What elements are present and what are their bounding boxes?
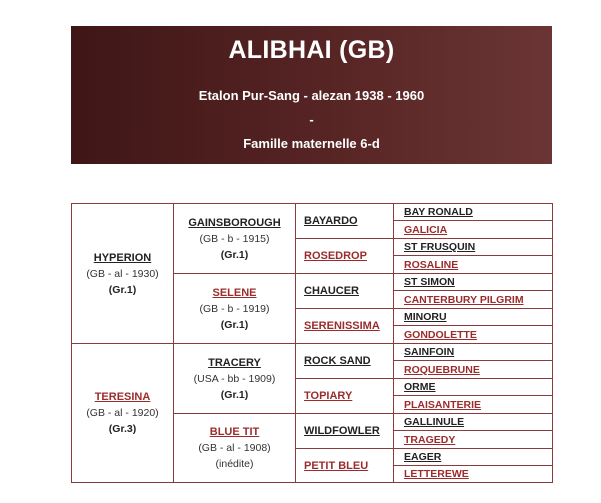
pedigree-gen4-cell	[394, 396, 553, 414]
pedigree-gen4-cell	[394, 379, 553, 396]
horse-link[interactable]: CHAUCER	[304, 285, 359, 297]
horse-link[interactable]: PETIT BLEU	[304, 459, 369, 472]
horse-link[interactable]: ROQUEBRUNE	[404, 363, 480, 376]
horse-link[interactable]: EAGER	[404, 451, 442, 463]
pedigree-gen3-cell	[296, 414, 394, 449]
horse-info: (USA - bb - 1909)	[193, 372, 276, 385]
horse-info: (GB - al - 1920)	[86, 407, 159, 419]
horse-link[interactable]: GAINSBOROUGH	[188, 216, 281, 229]
horse-grade: (inédite)	[215, 458, 254, 470]
horse-info: (GB - b - 1915)	[199, 232, 270, 245]
pedigree-gen2-cell	[174, 274, 296, 344]
pedigree-gen3-cell	[296, 274, 394, 309]
horse-title: ALIBHAI (GB)	[228, 36, 395, 64]
horse-link[interactable]: ST FRUSQUIN	[404, 241, 476, 253]
pedigree-gen4-cell	[394, 326, 553, 344]
pedigree-gen4-cell	[394, 466, 553, 483]
horse-info: (GB - al - 1908)	[198, 442, 271, 454]
horse-link[interactable]: TRAGEDY	[404, 433, 456, 446]
pedigree-gen4-cell	[394, 431, 553, 449]
pedigree-gen4-cell	[394, 239, 553, 256]
horse-link[interactable]: TOPIARY	[304, 390, 353, 402]
horse-link[interactable]: BLUE TIT	[209, 426, 260, 438]
pedigree-table	[71, 203, 553, 483]
horse-link[interactable]: PLAISANTERIE	[404, 398, 482, 411]
header-banner	[71, 26, 552, 164]
horse-link[interactable]: SELENE	[212, 286, 257, 299]
horse-link[interactable]: LETTEREWE	[404, 468, 469, 480]
horse-link[interactable]: WILDFOWLER	[304, 425, 380, 437]
horse-link[interactable]: BAYARDO	[304, 215, 358, 227]
pedigree-sire	[72, 204, 174, 344]
pedigree-dam	[72, 344, 174, 483]
horse-link[interactable]: SAINFOIN	[404, 346, 455, 358]
horse-link[interactable]: ST SIMON	[404, 276, 455, 288]
pedigree-gen4-cell	[394, 361, 553, 379]
pedigree-gen4-cell	[394, 204, 553, 221]
pedigree-gen4-cell	[394, 274, 553, 291]
pedigree-gen4-cell	[394, 449, 553, 466]
pedigree-gen4-cell	[394, 256, 553, 274]
header-separator: -	[309, 112, 314, 127]
horse-link[interactable]: HYPERION	[93, 251, 152, 264]
horse-grade: (Gr.1)	[220, 248, 249, 261]
horse-info: (GB - b - 1919)	[199, 302, 270, 315]
pedigree-gen4-cell	[394, 291, 553, 309]
horse-link[interactable]: TRACERY	[208, 356, 261, 369]
horse-link[interactable]: BAY RONALD	[404, 206, 473, 218]
horse-link[interactable]: GALLINULE	[404, 416, 465, 428]
pedigree-gen2-cell	[174, 344, 296, 414]
horse-grade: (Gr.1)	[108, 283, 137, 296]
horse-info: (GB - al - 1930)	[86, 267, 159, 280]
pedigree-gen3-cell	[296, 309, 394, 344]
pedigree-gen3-cell	[296, 379, 394, 414]
horse-link[interactable]: MINORU	[404, 311, 447, 323]
pedigree-gen3-cell	[296, 239, 394, 274]
horse-link[interactable]: ROSEDROP	[304, 250, 367, 262]
pedigree-gen4-cell	[394, 414, 553, 431]
pedigree-gen3-cell	[296, 449, 394, 483]
pedigree-gen2-cell	[174, 414, 296, 483]
horse-link[interactable]: ORME	[404, 381, 436, 393]
pedigree-gen2-cell	[174, 204, 296, 274]
horse-link[interactable]: ROCK SAND	[304, 355, 371, 367]
horse-link[interactable]: SERENISSIMA	[304, 320, 380, 332]
pedigree-gen4-cell	[394, 344, 553, 361]
famille-maternelle: Famille maternelle 6-d	[243, 136, 380, 151]
pedigree-gen4-cell	[394, 221, 553, 239]
horse-link[interactable]: GALICIA	[404, 223, 448, 236]
pedigree-gen3-cell	[296, 204, 394, 239]
horse-link[interactable]: GONDOLETTE	[404, 328, 477, 341]
horse-grade: (Gr.3)	[108, 423, 137, 435]
pedigree-gen3-cell	[296, 344, 394, 379]
horse-subtitle: Etalon Pur-Sang - alezan 1938 - 1960	[198, 88, 425, 103]
pedigree-gen4-cell	[394, 309, 553, 326]
horse-grade: (Gr.1)	[220, 318, 249, 331]
horse-grade: (Gr.1)	[220, 388, 249, 401]
horse-link[interactable]: CANTERBURY PILGRIM	[404, 293, 524, 306]
horse-link[interactable]: ROSALINE	[404, 258, 459, 271]
horse-link[interactable]: TERESINA	[94, 391, 151, 403]
